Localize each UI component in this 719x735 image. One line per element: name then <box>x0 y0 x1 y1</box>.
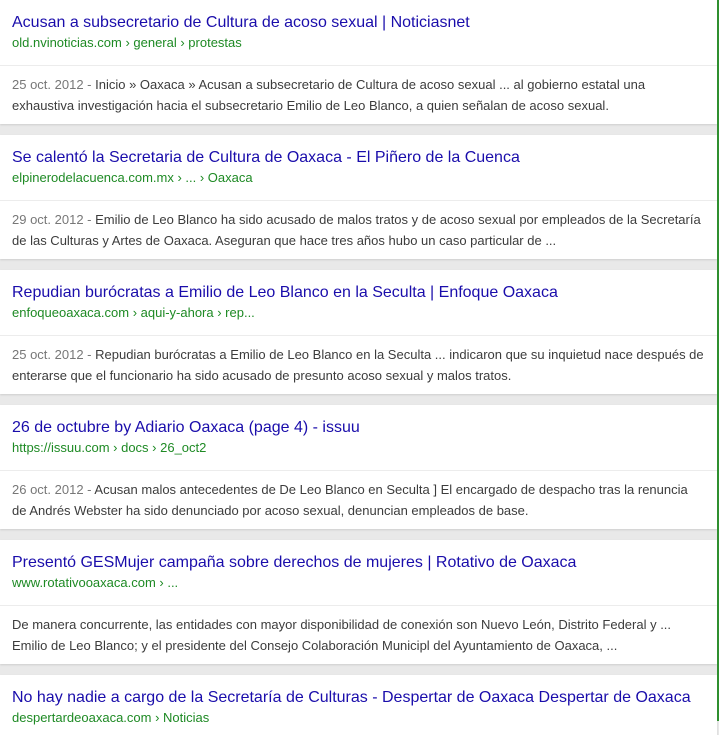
search-result-card <box>0 270 717 394</box>
result-snippet <box>0 201 717 251</box>
result-date: 26 oct. 2012 - <box>12 482 95 497</box>
result-snippet-text: Repudian burócratas a Emilio de Leo Blanco en la Seculta ... indicaron que su inquietud nace después de enterarse que el funcionario ha sido acusado de presunto acoso sexual y malos tratos. <box>12 347 704 383</box>
search-result-card <box>0 540 717 664</box>
result-url: https://issuu.com › docs › 26_oct2 <box>12 440 207 455</box>
result-snippet-text: De manera concurrente, las entidades con mayor disponibilidad de conexión son Nuevo León, Distrito Federal y ... Emilio de Leo Blanco; y el presidente del Consejo Colaboración Municipl del Ayuntamiento de Oaxaca, ... <box>12 617 672 653</box>
result-title-link[interactable]: 26 de octubre by Adiario Oaxaca (page 4) - issuu <box>12 419 360 436</box>
result-snippet <box>0 606 717 656</box>
result-title-link[interactable]: Acusan a subsecretario de Cultura de acoso sexual | Noticiasnet <box>12 14 470 31</box>
result-title-link[interactable]: No hay nadie a cargo de la Secretaría de Culturas - Despertar de Oaxaca Despertar de Oaxaca <box>12 689 691 706</box>
result-header <box>0 270 717 336</box>
result-header <box>0 405 717 471</box>
result-date: 25 oct. 2012 - <box>12 77 96 92</box>
result-url: elpinerodelacuenca.com.mx › ... › Oaxaca <box>12 170 253 185</box>
result-date: 25 oct. 2012 - <box>12 347 96 362</box>
result-title-link[interactable]: Repudian burócratas a Emilio de Leo Blanco en la Seculta | Enfoque Oaxaca <box>12 284 558 301</box>
search-result-card <box>0 0 717 124</box>
result-url: www.rotativooaxaca.com › ... <box>12 575 179 590</box>
search-result-card <box>0 675 717 735</box>
result-snippet <box>0 471 717 521</box>
result-header <box>0 540 717 606</box>
result-date: 29 oct. 2012 - <box>12 212 96 227</box>
result-snippet-text: Emilio de Leo Blanco ha sido acusado de malos tratos y de acoso sexual por empleados de la Secretaría de las Culturas y Artes de Oaxaca. Aseguran que hace tres años hubo un caso particular de ... <box>12 212 701 248</box>
result-title-link[interactable]: Se calentó la Secretaria de Cultura de Oaxaca - El Piñero de la Cuenca <box>12 149 520 166</box>
result-url: despertardeoaxaca.com › Noticias <box>12 710 210 725</box>
result-snippet-text: Inicio » Oaxaca » Acusan a subsecretario de Cultura de acoso sexual ... al gobierno estatal una exhaustiva investigación hacia el subsecretario Emilio de Leo Blanco, a quien señalan de acoso sexual. <box>12 77 646 113</box>
result-header <box>0 135 717 201</box>
result-url: enfoqueoaxaca.com › aqui-y-ahora › rep... <box>12 305 255 320</box>
result-header <box>0 675 717 735</box>
result-snippet <box>0 66 717 116</box>
result-url: old.nvinoticias.com › general › protestas <box>12 35 242 50</box>
result-snippet-text: Acusan malos antecedentes de De Leo Blanco en Seculta ] El encargado de despacho tras la renuncia de Andrés Webster ha sido denunciado por acoso sexual, denuncian empleados de base. <box>12 482 688 518</box>
result-snippet <box>0 336 717 386</box>
search-result-card <box>0 405 717 529</box>
result-header <box>0 0 717 66</box>
search-result-card <box>0 135 717 259</box>
result-title-link[interactable]: Presentó GESMujer campaña sobre derechos de mujeres | Rotativo de Oaxaca <box>12 554 577 571</box>
